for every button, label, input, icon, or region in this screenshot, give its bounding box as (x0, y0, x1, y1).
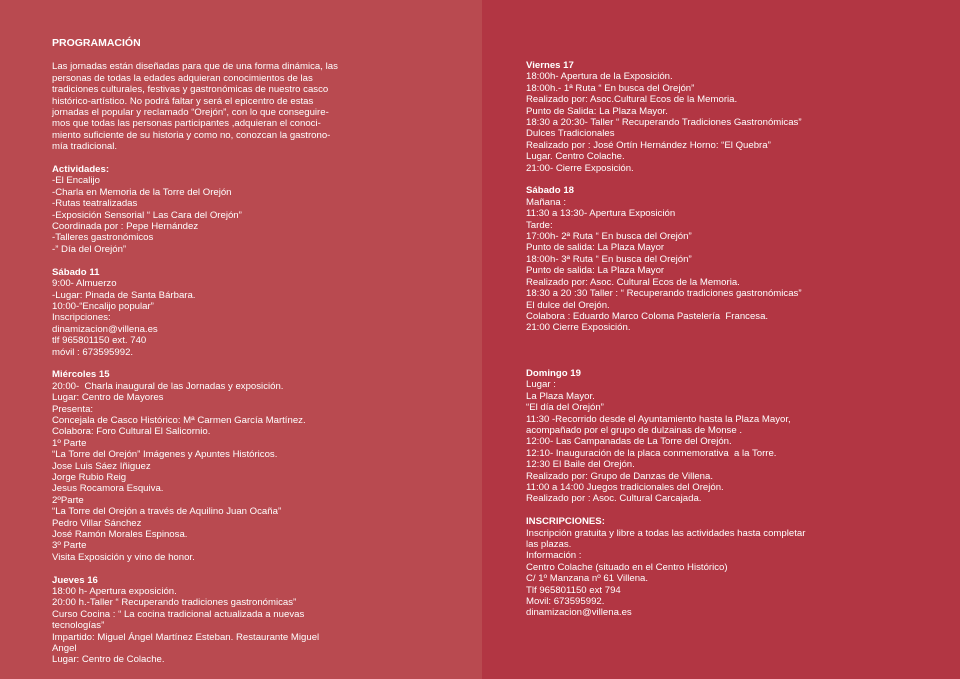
schedule-line: Lugar : (526, 379, 556, 391)
schedule-line: 3º Parte (52, 540, 87, 552)
schedule-line: El dulce del Orejón. (526, 299, 610, 311)
schedule-line: Realizado por : Asoc. Cultural Carcajada. (526, 493, 702, 505)
schedule-line: Lugar: Centro de Mayores (52, 392, 164, 404)
schedule-block-actividades (52, 164, 462, 255)
schedule-line: Tarde: (526, 219, 553, 231)
schedule-line: 2ºParte (52, 494, 84, 506)
schedule-block-blank (526, 345, 920, 356)
block-heading (526, 345, 920, 356)
intro-line: mos que todas las personas participantes ,adquieran el conoci- (52, 118, 321, 130)
schedule-line: C/ 1º Manzana nº 61 Villena. (526, 573, 649, 585)
schedule-line: 18:00 h- Apertura exposición. (52, 586, 177, 598)
intro-line: miento suficiente de su historia y como no, conozcan la gastrono- (52, 129, 331, 141)
schedule-line: Curso Cocina : “ La cocina tradicional actualizada a nuevas (52, 608, 305, 620)
schedule-line: tecnologías” (52, 620, 105, 632)
schedule-line: 20:00- Charla inaugural de las Jornadas y exposición. (52, 380, 284, 392)
schedule-line: -” Día del Orejón” (52, 243, 127, 255)
schedule-line: 12:10- Inauguración de la placa conmemorativa a la Torre. (526, 447, 777, 459)
schedule-line: dinamizacion@villena.es (526, 607, 632, 619)
schedule-line: Inscripción gratuita y libre a todas las actividades hasta completar (526, 527, 806, 539)
schedule-line: móvil : 673595992. (52, 346, 134, 358)
right-schedule (526, 60, 920, 619)
schedule-line: 12:00- Las Campanadas de La Torre del Orejón. (526, 436, 732, 448)
schedule-line: 18:30 a 20:30- Taller “ Recuperando Tradiciones Gastronómicas” (526, 117, 802, 129)
schedule-line: Punto de salida: La Plaza Mayor (526, 265, 665, 277)
block-heading: Viernes 17 (526, 60, 574, 71)
schedule-line: José Ramón Morales Espinosa. (52, 529, 188, 541)
schedule-line: Jorge Rubio Reig (52, 471, 127, 483)
program-title: PROGRAMACIÓN (52, 37, 141, 49)
schedule-line: -Exposición Sensorial “ Las Cara del Orejón” (52, 209, 242, 221)
block-heading: Jueves 16 (52, 574, 98, 586)
schedule-line: Lugar. Centro Colache. (526, 151, 625, 163)
schedule-line: Información : (526, 550, 582, 562)
schedule-line: 12:30 El Baile del Orejón. (526, 459, 635, 471)
block-heading: Miércoles 15 (52, 369, 110, 381)
schedule-line: Realizado por: Grupo de Danzas de Villena. (526, 470, 714, 482)
schedule-line: 18:00h- Apertura de la Exposición. (526, 71, 673, 83)
schedule-line: -El Encalijo (52, 175, 100, 187)
schedule-line: las plazas. (526, 539, 572, 550)
schedule-block-jueves-16 (52, 575, 462, 666)
block-heading: Actividades: (52, 164, 110, 176)
schedule-line: “La Torre del Orejón a través de Aquilino Juan Ocaña” (52, 506, 282, 518)
intro-line: histórico-artístico. No podrá faltar y será el epicentro de estas (52, 95, 314, 107)
schedule-block-viernes-17 (526, 60, 920, 174)
schedule-line: Visita Exposición y vino de honor. (52, 551, 195, 563)
schedule-line: tlf 965801150 ext. 740 (52, 335, 147, 347)
schedule-line: 11:30 -Recorrido desde el Ayuntamiento hasta la Plaza Mayor, (526, 413, 791, 425)
schedule-line: Punto de Salida: La Plaza Mayor. (526, 105, 668, 117)
schedule-line: 11:30 a 13:30- Apertura Exposición (526, 208, 676, 220)
schedule-line: Realizado por: Asoc.Cultural Ecos de la Memoria. (526, 94, 738, 106)
schedule-line: Tlf 965801150 ext 794 (526, 584, 621, 596)
schedule-line: Coordinada por : Pepe Hernández (52, 221, 199, 233)
schedule-line: Concejala de Casco Histórico: Mª Carmen García Martínez. (52, 414, 306, 426)
block-heading: Sábado 11 (52, 266, 100, 278)
intro-line: Las jornadas están diseñadas para que de una forma dinámica, las (52, 61, 338, 73)
intro-line: personas de todas la edades adquieran conocimientos de las (52, 72, 313, 84)
schedule-line: Movil: 673595992. (526, 596, 605, 608)
intro-line: jornadas el popular y reclamado “Orejón”, con lo que conseguire- (52, 107, 329, 119)
schedule-line: 21:00- Cierre Exposición. (526, 162, 634, 174)
left-schedule (52, 164, 462, 666)
schedule-block-sabado-11 (52, 267, 462, 358)
intro-line: mía tradicional. (52, 141, 118, 153)
schedule-line: Realizado por : José Ortín Hernández Horno: “El Quebra” (526, 139, 771, 151)
schedule-line: 18:00h- 3ª Ruta “ En busca del Orejón” (526, 253, 692, 265)
schedule-line: 20:00 h.-Taller “ Recuperando tradiciones gastronómicas” (52, 597, 297, 609)
schedule-line: 11:00 a 14:00 Juegos tradicionales del Orejón. (526, 481, 724, 493)
schedule-line: 10:00-“Encalijo popular” (52, 300, 154, 312)
schedule-line: 18:00h.- 1ª Ruta “ En busca del Orejón” (526, 82, 695, 94)
schedule-line: -Lugar: Pinada de Santa Bárbara. (52, 289, 196, 301)
schedule-line: “La Torre del Orejón” Imágenes y Apuntes Históricos. (52, 449, 278, 461)
schedule-line: Colabora : Eduardo Marco Coloma Pastelería Francesa. (526, 310, 769, 322)
schedule-line: Centro Colache (situado en el Centro Histórico) (526, 561, 728, 573)
schedule-line: 1º Parte (52, 437, 87, 449)
schedule-line: -Charla en Memoria de la Torre del Orejón (52, 186, 232, 198)
schedule-line: Punto de salida: La Plaza Mayor (526, 242, 665, 254)
schedule-line: Dulces Tradicionales (526, 128, 615, 140)
schedule-line: Inscripciones: (52, 312, 111, 324)
schedule-line: 21:00 Cierre Exposición. (526, 322, 631, 334)
schedule-line: Angel (52, 643, 77, 655)
schedule-line: -Talleres gastronómicos (52, 232, 154, 244)
intro-paragraph (52, 61, 462, 152)
schedule-line: Impartido: Miguel Ángel Martínez Esteban. Restaurante Miguel (52, 631, 320, 643)
right-page (482, 0, 960, 679)
schedule-line: Jesus Rocamora Esquiva. (52, 483, 164, 495)
schedule-line: 17:00h- 2ª Ruta “ En busca del Orejón” (526, 231, 692, 243)
schedule-line: dinamizacion@villena.es (52, 323, 158, 335)
schedule-line: Lugar: Centro de Colache. (52, 654, 165, 666)
schedule-block-sabado-18 (526, 185, 920, 333)
schedule-line: Realizado por: Asoc. Cultural Ecos de la Memoria. (526, 276, 740, 288)
schedule-line: Jose Luis Sáez Iñiguez (52, 460, 151, 472)
schedule-line: Presenta: (52, 403, 94, 415)
block-heading: Sábado 18 (526, 185, 574, 197)
schedule-line: 9:00- Almuerzo (52, 278, 117, 290)
schedule-line: Colabora: Foro Cultural El Salicornio. (52, 426, 211, 438)
schedule-line: Pedro Villar Sánchez (52, 517, 142, 529)
block-heading: Domingo 19 (526, 367, 581, 379)
schedule-line: La Plaza Mayor. (526, 390, 595, 402)
schedule-block-miercoles-15 (52, 369, 462, 563)
schedule-block-domingo-19 (526, 368, 920, 505)
schedule-line: acompañado por el grupo de dulzainas de Monse . (526, 424, 743, 436)
schedule-line: -Rutas teatralizadas (52, 198, 138, 210)
schedule-line: 18:30 a 20 :30 Taller : “ Recuperando tradiciones gastronómicas” (526, 288, 802, 300)
schedule-block-inscripciones (526, 516, 920, 619)
block-heading: INSCRIPCIONES: (526, 516, 605, 528)
intro-line: tradiciones culturales, festivas y gastronómicas de nuestro casco (52, 84, 329, 96)
schedule-line: “El día del Orejón” (526, 402, 604, 414)
schedule-line: Mañana : (526, 196, 567, 208)
